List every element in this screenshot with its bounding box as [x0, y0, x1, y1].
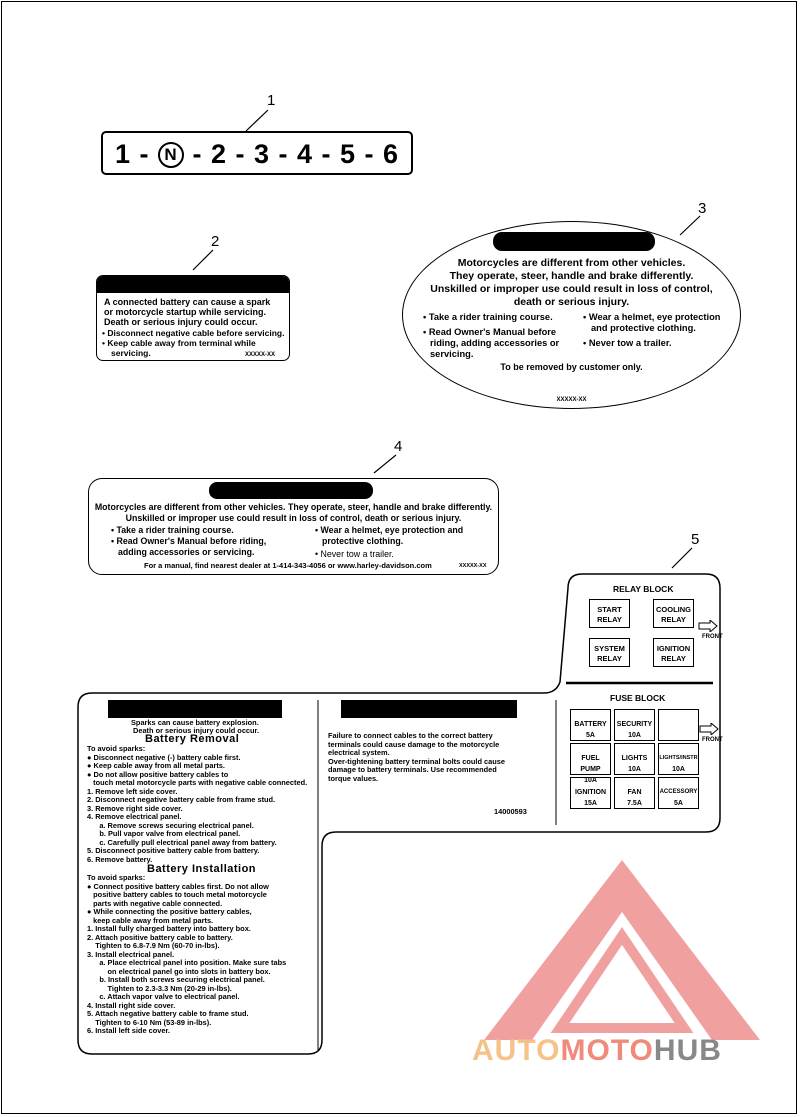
label3-right-bullet-1: • Wear a helmet, eye protection — [583, 312, 721, 322]
removal-step-line: ● Keep cable away from all metal parts. — [87, 761, 225, 770]
battery-removal-heading: Battery Removal — [145, 733, 240, 745]
label2-bullet-2: • Keep cable away from terminal while — [102, 338, 256, 348]
removal-step-line: ● Disconnect negative (-) battery cable first. — [87, 752, 241, 762]
label2-bullet-1: • Disconnect negative cable before servicing. — [102, 328, 285, 338]
install-step-line: keep cable away from metal parts. — [87, 915, 214, 925]
removal-step-line: touch metal motorcycle parts with negative cable connected. — [87, 778, 308, 787]
install-step-line: 2. Attach positive battery cable to battery. — [87, 932, 233, 942]
caution-line: electrical system. — [328, 748, 390, 757]
install-step-line: 4. Install right side cover. — [87, 1000, 176, 1010]
label4-left-bullet-1: • Take a rider training course. — [111, 525, 234, 535]
battery-intro-2: Death or serious injury could occur. — [133, 726, 260, 735]
label3-line-3: Unskilled or improper use could result in loss of control, — [430, 283, 713, 295]
label3-code: XXXXX-XX — [556, 397, 587, 403]
label2-line-3: Death or serious injury could occur. — [104, 317, 258, 327]
removal-step-line: b. Pull vapor valve from electrical panel. — [87, 829, 241, 838]
install-step-line: b. Install both screws securing electrical panel. — [87, 975, 265, 984]
fuse-ignition: IGNITION 15A — [570, 777, 611, 809]
install-step-line: To avoid sparks: — [87, 873, 146, 882]
install-step-line: Tighten to 6-10 Nm (53-89 in-lbs). — [87, 1017, 212, 1027]
battery-header-bar — [108, 700, 282, 718]
battery-install-heading: Battery Installation — [147, 863, 257, 875]
removal-step-line: 2. Disconnect negative battery cable from frame stud. — [87, 795, 276, 804]
label4-manual-note: For a manual, find nearest dealer at 1-414-343-4056 or www.harley-davidson.com — [144, 561, 432, 570]
callout-2: 2 — [211, 233, 220, 250]
label3-right-bullet-2: • Never tow a trailer. — [583, 338, 672, 348]
removal-step-line: 4. Remove electrical panel. — [87, 812, 182, 821]
battery-intro-1: Sparks can cause battery explosion. — [131, 718, 259, 727]
label3-line-2: They operate, steer, handle and brake differently. — [449, 270, 694, 282]
fuse-fan: FAN 7.5A — [614, 777, 655, 809]
relay-start: START RELAY — [589, 599, 630, 628]
install-step-line: Tighten to 6.8-7.9 Nm (60-70 in-lbs). — [87, 941, 220, 950]
fuse-battery: BATTERY 5A — [570, 709, 611, 741]
relay-cooling: COOLING RELAY — [653, 599, 694, 628]
install-step-line: on electrical panel go into slots in battery box. — [87, 966, 271, 976]
label4-code: XXXXX-XX — [459, 563, 487, 569]
callout-1: 1 — [267, 92, 276, 109]
fuse-front-arrow-icon — [699, 723, 719, 735]
fuse-fuel-pump: FUEL PUMP 10A — [570, 743, 611, 775]
label2-code: XXXXX-XX — [245, 352, 276, 358]
caution-line: terminals could cause damage to the motorcycle — [328, 739, 500, 749]
label4-line-1: Motorcycles are different from other vehicles. They operate, steer, handle and brake differently. — [94, 502, 493, 512]
label4-right-bullet-1: • Wear a helmet, eye protection and — [315, 525, 464, 535]
label4-right-bullet-2: • Never tow a trailer. — [315, 549, 394, 559]
label4-line-2: Unskilled or improper use could result in loss of control, death or serious injury. — [125, 513, 462, 523]
callout-5: 5 — [691, 531, 700, 548]
install-step-line: parts with negative cable connected. — [87, 898, 223, 908]
panel-part-number: 14000593 — [494, 807, 527, 816]
label2-line-1: A connected battery can cause a spark — [104, 297, 271, 307]
install-step-line: ● While connecting the positive battery cables, — [87, 907, 252, 916]
neutral-circle: N — [158, 142, 184, 168]
label3-left-bullet-1: • Take a rider training course. — [423, 312, 553, 322]
caution-line: torque values. — [328, 773, 379, 783]
watermark-text: AUTOMOTOHUB — [472, 1034, 722, 1067]
caution-line: damage to battery terminals. Use recommended — [328, 765, 497, 774]
label3-left-bullet-2c: servicing. — [430, 349, 474, 359]
gear-rest: - 2 - 3 - 4 - 5 - 6 — [192, 139, 400, 169]
removal-step-line: 1. Remove left side cover. — [87, 786, 178, 796]
fuse-front-label: FRONT — [702, 737, 723, 743]
fuse-lights-instr: LIGHTS/INSTR 10A — [658, 743, 699, 775]
label3-right-bullet-1b: and protective clothing. — [591, 323, 696, 333]
install-step-line: 3. Install electrical panel. — [87, 949, 175, 959]
relay-ignition: IGNITION RELAY — [653, 638, 694, 667]
label3-removal-note: To be removed by customer only. — [500, 362, 643, 372]
install-step-line: Tighten to 2.3-3.3 Nm (20-29 in-lbs). — [87, 983, 232, 993]
fuse-lights: LIGHTS 10A — [614, 743, 655, 775]
removal-step-line: c. Carefully pull electrical panel away from battery. — [87, 837, 277, 847]
label3-line-4: death or serious injury. — [513, 296, 630, 308]
removal-step-line: ● Do not allow positive battery cables to — [87, 769, 229, 779]
relay-system: SYSTEM RELAY — [589, 638, 630, 667]
install-step-line: 5. Attach negative battery cable to frame stud. — [87, 1009, 249, 1018]
caution-line: Failure to connect cables to the correct battery — [328, 731, 493, 740]
caution-line: Over-tightening battery terminal bolts could cause — [328, 756, 505, 766]
removal-step-line: 6. Remove battery. — [87, 854, 153, 864]
label2-line-2: or motorcycle startup while servicing. — [104, 307, 267, 317]
label2-bullet-2-cont: servicing. — [111, 348, 151, 358]
gear-first: 1 - — [114, 139, 150, 169]
relay-block-title: RELAY BLOCK — [613, 584, 674, 594]
removal-step-line: To avoid sparks: — [87, 744, 146, 753]
install-step-line: a. Place electrical panel into position. Make sure tabs — [87, 958, 287, 967]
install-step-line: ● Connect positive battery cables first. Do not allow — [87, 881, 269, 891]
install-step-line: 1. Install fully charged battery into battery box. — [87, 924, 251, 933]
caution-header-bar — [341, 700, 517, 718]
fuse-block-title: FUSE BLOCK — [610, 693, 666, 703]
fuse-accessory: ACCESSORY 5A — [658, 777, 699, 809]
relay-front-label: FRONT — [702, 634, 723, 640]
install-step-line: 6. Install left side cover. — [87, 1026, 170, 1035]
watermark-logo-icon — [462, 852, 782, 1052]
removal-step-line: a. Remove screws securing electrical panel. — [87, 820, 254, 830]
label4-right-bullet-1b: protective clothing. — [322, 536, 404, 546]
label3-left-bullet-2: • Read Owner's Manual before — [423, 327, 557, 337]
fuse-security: SECURITY 10A — [614, 709, 655, 741]
fuse-empty — [658, 709, 699, 741]
install-step-line: c. Attach vapor valve to electrical panel. — [87, 992, 240, 1001]
callout-3: 3 — [698, 200, 707, 217]
label3-line-1: Motorcycles are different from other vehicles. — [457, 257, 686, 269]
removal-step-line: 5. Disconnect positive battery cable from battery. — [87, 846, 260, 855]
label4-left-bullet-2b: adding accessories or servicing. — [118, 547, 255, 557]
removal-step-line: 3. Remove right side cover. — [87, 803, 183, 813]
callout-4: 4 — [394, 438, 403, 455]
install-step-line: positive battery cables to touch metal motorcycle — [87, 890, 267, 899]
label4-left-bullet-2: • Read Owner's Manual before riding, — [111, 536, 267, 546]
relay-front-arrow-icon — [698, 620, 718, 632]
label3-left-bullet-2b: riding, adding accessories or — [430, 338, 560, 348]
